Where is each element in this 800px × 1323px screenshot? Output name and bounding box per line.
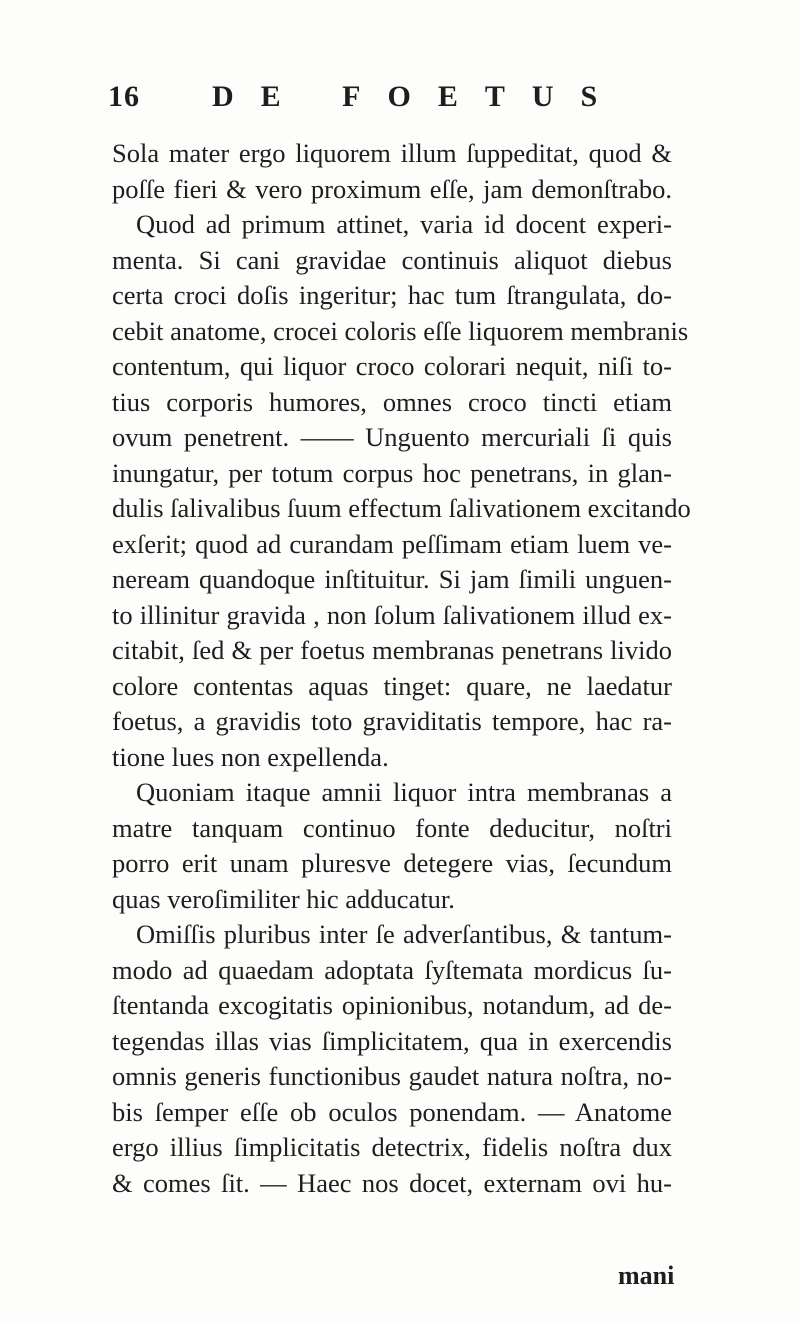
text-line: Quod ad primum attinet, varia id docent experi-	[136, 209, 672, 239]
text-line: to illinitur gravida , non ſolum ſalivationem illud ex-	[112, 599, 672, 630]
text-line: ovum penetrent. —— Unguento mercuriali ſi quis	[112, 422, 672, 452]
text-line: cebit anatome, crocei coloris eſſe liquorem membranis	[112, 315, 689, 346]
text-line: certa croci doſis ingeritur; hac tum ſtrangulata, do-	[112, 280, 672, 310]
text-line: poſſe fieri & vero proximum eſſe, jam demonſtrabo.	[112, 173, 672, 204]
text-line: & comes ſit. — Haec nos docet, externam ovi hu-	[112, 1167, 672, 1198]
text-line: inungatur, per totum corpus hoc penetrans, in glan-	[112, 457, 672, 488]
text-line: Omiſſis pluribus inter ſe adverſantibus, & tantum-	[136, 919, 672, 949]
text-line: ergo illius ſimplicitatis detectrix, fidelis noſtra dux	[112, 1132, 672, 1162]
text-line: contentum, qui liquor croco colorari nequit, niſi to-	[112, 351, 672, 381]
text-line: neream quandoque inſtituitur. Si jam ſimili unguen-	[112, 564, 672, 594]
text-line: tius corporis humores, omnes croco tincti etiam	[112, 386, 672, 417]
text-line: omnis generis functionibus gaudet natura noſtra, no-	[112, 1061, 672, 1091]
text-line: ſtentanda excogitatis opinionibus, notandum, ad de-	[112, 990, 672, 1020]
text-line: colore contentas aquas tinget: quare, ne laedatur	[112, 670, 672, 701]
page-header	[108, 80, 648, 124]
catchword: mani	[618, 1261, 675, 1290]
text-line: Quoniam itaque amnii liquor intra membranas a	[136, 777, 672, 807]
text-line: dulis ſalivalibus ſuum effectum ſalivationem excitando	[112, 493, 691, 523]
text-line: quas veroſimiliter hic adducatur.	[112, 883, 455, 914]
running-title: DE FOETUS	[212, 80, 625, 113]
body-text	[112, 136, 691, 1201]
text-line: tegendas illas vias ſimplicitatem, qua in exercendis	[112, 1025, 672, 1056]
text-line: exſerit; quod ad curandam peſſimam etiam luem ve-	[112, 528, 672, 559]
text-line: bis ſemper eſſe ob oculos ponendam. — Anatome	[112, 1096, 672, 1127]
text-line: matre tanquam continuo fonte deducitur, noſtri	[112, 812, 672, 843]
text-line: Sola mater ergo liquorem illum ſuppeditat, quod &	[112, 138, 672, 168]
page-number: 16	[108, 80, 140, 113]
text-line: tione lues non expellenda.	[112, 741, 389, 772]
text-line: citabit, ſed & per foetus membranas penetrans livido	[112, 635, 672, 665]
text-line: modo ad quaedam adoptata ſyſtemata mordicus ſu-	[112, 954, 672, 985]
text-line: menta. Si cani gravidae continuis aliquot diebus	[112, 244, 672, 275]
text-line: foetus, a gravidis toto graviditatis tempore, hac ra-	[112, 706, 672, 736]
text-line: porro erit unam pluresve detegere vias, ſecundum	[112, 848, 672, 878]
